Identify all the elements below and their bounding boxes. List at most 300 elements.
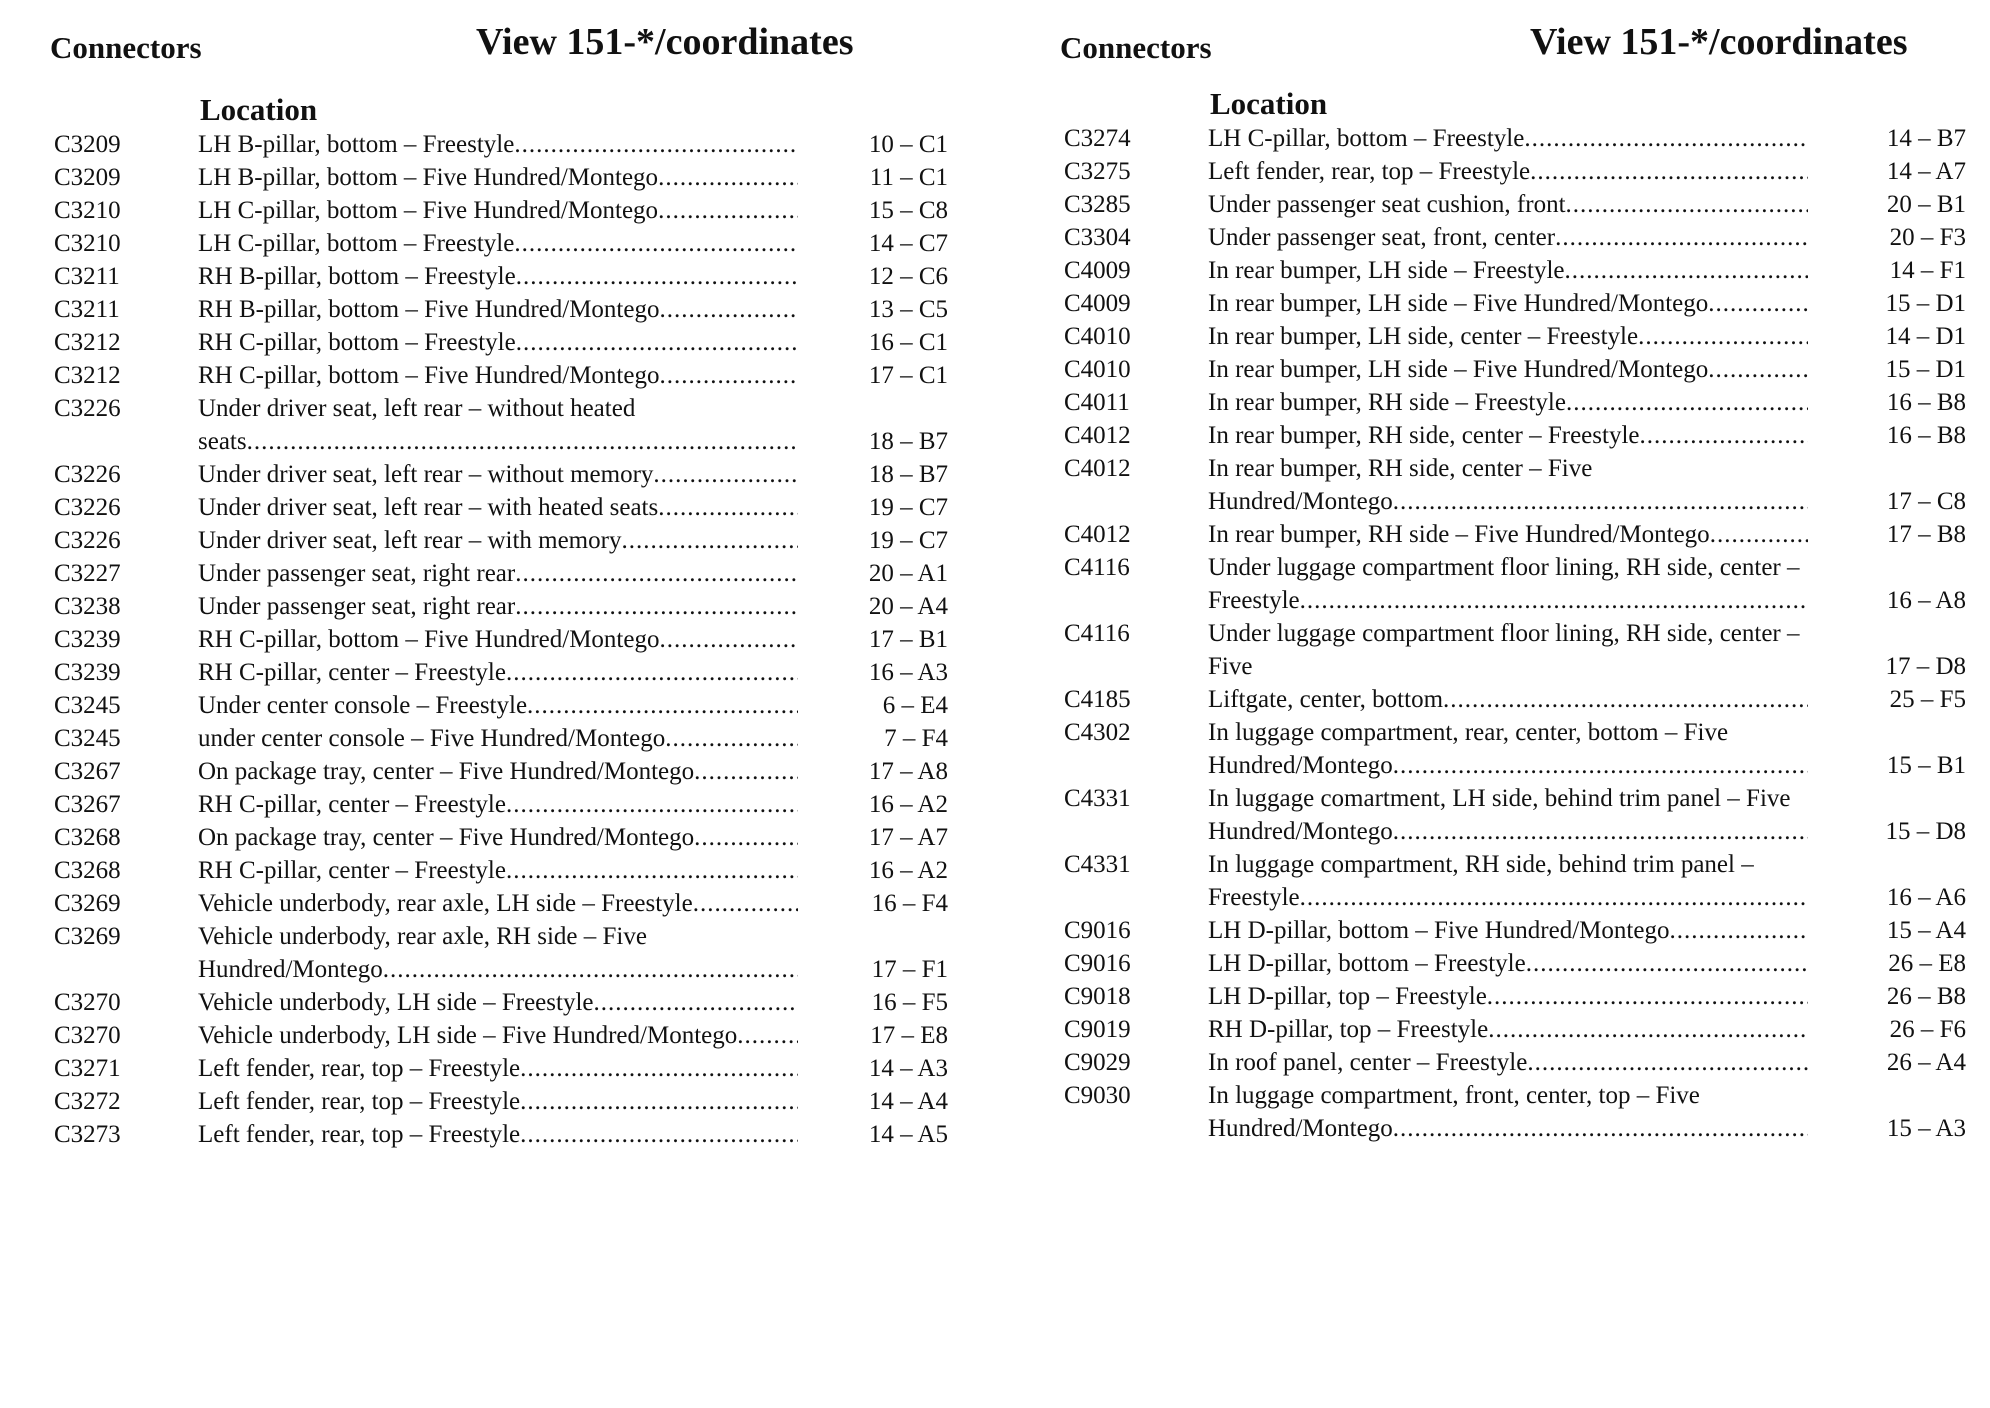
connector-id: C3238 (54, 593, 121, 620)
dot-leader (658, 161, 798, 194)
location-text: LH D-pillar, bottom – Five Hundred/Montego (1208, 917, 1670, 944)
connector-row (48, 128, 958, 161)
connector-location (198, 524, 798, 557)
connector-row (1058, 419, 1978, 452)
view-coordinate: 17 – C8 (1886, 488, 1966, 515)
connector-id: C3274 (1064, 125, 1131, 152)
location-text: LH C-pillar, bottom – Freestyle (198, 230, 515, 257)
connector-row (48, 887, 958, 920)
connector-row (48, 161, 958, 194)
connector-id: C3245 (54, 725, 121, 752)
connector-id: C3211 (54, 263, 120, 290)
dot-leader (1393, 488, 1808, 515)
connector-location (198, 293, 798, 326)
dot-leader (658, 194, 798, 227)
connector-id: C3212 (54, 329, 121, 356)
location-text: RH C-pillar, bottom – Five Hundred/Montego (198, 626, 660, 653)
connector-id: C9030 (1064, 1082, 1131, 1109)
connector-location (1208, 551, 1808, 617)
dot-leader (1300, 884, 1808, 911)
connector-location (198, 920, 798, 986)
view-coordinate: 6 – E4 (882, 692, 948, 719)
connector-id: C4011 (1064, 389, 1130, 416)
location-text: Under driver seat, left rear – without memory (198, 461, 654, 488)
connector-location (198, 1118, 798, 1151)
connector-row (1058, 1079, 1978, 1145)
dot-leader (693, 887, 798, 920)
connector-row (1058, 551, 1978, 617)
dot-leader (515, 590, 798, 623)
location-text: In rear bumper, LH side – Five Hundred/Montego (1208, 356, 1709, 383)
dot-leader (527, 689, 798, 722)
connector-id: C3239 (54, 659, 121, 686)
connector-location (1208, 287, 1808, 320)
connector-row (48, 986, 958, 1019)
connector-location (198, 227, 798, 260)
dot-leader (1443, 683, 1808, 716)
view-coordinates-heading: View 151-*/coordinates (1530, 21, 1908, 63)
dot-leader (1393, 752, 1808, 779)
dot-leader (1639, 419, 1808, 452)
dot-leader (653, 458, 798, 491)
connector-row (1058, 452, 1978, 518)
location-text: RH C-pillar, center – Freestyle (198, 791, 506, 818)
connector-row (48, 293, 958, 326)
dot-leader (506, 656, 798, 689)
connector-row (1058, 914, 1978, 947)
connector-location (1208, 188, 1808, 221)
dot-leader (737, 1019, 798, 1052)
connector-location (198, 755, 798, 788)
connector-row (1058, 188, 1978, 221)
location-text: LH B-pillar, bottom – Freestyle (198, 131, 515, 158)
connector-id: C4012 (1064, 521, 1131, 548)
connector-row (48, 326, 958, 359)
view-coordinate: 16 – A3 (868, 659, 948, 686)
left-header (48, 0, 958, 92)
location-text: Under driver seat, left rear – with memory (198, 527, 622, 554)
location-text: LH D-pillar, bottom – Freestyle (1208, 950, 1526, 977)
connector-row (1058, 1046, 1978, 1079)
view-coordinate: 15 – D1 (1885, 290, 1966, 317)
connector-location (198, 1052, 798, 1085)
view-coordinate: 15 – D8 (1885, 818, 1966, 845)
connector-location (1208, 122, 1808, 155)
view-coordinate: 17 – B8 (1886, 521, 1966, 548)
connector-row (1058, 221, 1978, 254)
connector-row (48, 788, 958, 821)
dot-leader (1393, 1115, 1808, 1142)
view-coordinate: 18 – B7 (868, 428, 948, 455)
dot-leader (247, 428, 798, 455)
dot-leader (1487, 980, 1808, 1013)
location-heading: Location (200, 92, 318, 127)
location-text: Left fender, rear, top – Freestyle (198, 1055, 521, 1082)
dot-leader (515, 557, 798, 590)
connector-row (48, 722, 958, 755)
location-text: In luggage comartment, LH side, behind trim panel – Five Hundred/Montego (1208, 785, 1791, 845)
connector-location (198, 194, 798, 227)
connector-id: C4010 (1064, 356, 1131, 383)
dot-leader (1524, 122, 1808, 155)
view-coordinate: 7 – F4 (884, 725, 948, 752)
connector-location (198, 986, 798, 1019)
connector-location (1208, 716, 1808, 782)
dot-leader (1565, 254, 1808, 287)
connector-row (1058, 518, 1978, 551)
dot-leader (1669, 914, 1808, 947)
connector-id: C3239 (54, 626, 121, 653)
dot-leader (594, 986, 799, 1019)
view-coordinate: 15 – A4 (1886, 917, 1966, 944)
view-coordinate: 14 – A4 (868, 1088, 948, 1115)
connector-id: C3209 (54, 131, 121, 158)
location-text: In rear bumper, RH side – Five Hundred/Montego (1208, 521, 1710, 548)
location-text: Under luggage compartment floor lining, RH side, center – Five (1208, 620, 1800, 680)
dot-leader (516, 326, 798, 359)
dot-leader (1555, 221, 1808, 254)
connector-row (48, 392, 958, 458)
connector-row (1058, 683, 1978, 716)
view-coordinate: 26 – F6 (1889, 1016, 1966, 1043)
connector-location (1208, 353, 1808, 386)
connector-id: C3268 (54, 824, 121, 851)
connector-row (48, 524, 958, 557)
view-coordinate: 16 – B8 (1886, 422, 1966, 449)
connector-id: C3285 (1064, 191, 1131, 218)
connector-id: C3227 (54, 560, 121, 587)
connector-row (1058, 122, 1978, 155)
connector-location (198, 1085, 798, 1118)
connector-id: C9029 (1064, 1049, 1131, 1076)
location-text: In luggage compartment, rear, center, bottom – Five Hundred/Montego (1208, 719, 1729, 779)
connector-location (198, 491, 798, 524)
connector-row (1058, 386, 1978, 419)
connector-row (48, 1019, 958, 1052)
connector-id: C3212 (54, 362, 121, 389)
connector-id: C3209 (54, 164, 121, 191)
connector-row (48, 590, 958, 623)
view-coordinate: 14 – A7 (1886, 158, 1966, 185)
connector-id: C3304 (1064, 224, 1131, 251)
location-text: LH B-pillar, bottom – Five Hundred/Montego (198, 164, 659, 191)
connector-row (1058, 254, 1978, 287)
view-coordinate: 16 – A8 (1886, 587, 1966, 614)
dot-leader (659, 623, 798, 656)
connector-location (1208, 155, 1808, 188)
view-coordinate: 14 – B7 (1886, 125, 1966, 152)
dot-leader (516, 260, 798, 293)
view-coordinate: 20 – F3 (1889, 224, 1966, 251)
connector-row (1058, 848, 1978, 914)
view-coordinate: 26 – B8 (1886, 983, 1966, 1010)
connector-location (198, 887, 798, 920)
connector-id: C3268 (54, 857, 121, 884)
view-coordinate: 10 – C1 (868, 131, 948, 158)
connector-row (48, 458, 958, 491)
connector-id: C9016 (1064, 950, 1131, 977)
connector-id: C4012 (1064, 422, 1131, 449)
connector-row (48, 227, 958, 260)
connector-id: C3210 (54, 230, 121, 257)
dot-leader (1566, 188, 1808, 221)
location-text: Under passenger seat, right rear (198, 560, 516, 587)
dot-leader (1708, 353, 1808, 386)
location-text: RH B-pillar, bottom – Freestyle (198, 263, 516, 290)
location-text: In luggage compartment, RH side, behind trim panel – Freestyle (1208, 851, 1754, 911)
connector-row (1058, 353, 1978, 386)
connector-location (1208, 1079, 1808, 1145)
connector-id: C4012 (1064, 455, 1131, 482)
location-heading: Location (1210, 86, 1328, 121)
connector-id: C9016 (1064, 917, 1131, 944)
view-coordinate: 17 – F1 (871, 956, 948, 983)
location-text: In rear bumper, RH side, center – Freestyle (1208, 422, 1640, 449)
connector-id: C3271 (54, 1055, 121, 1082)
view-coordinate: 11 – C1 (869, 164, 948, 191)
right-column (1058, 0, 1978, 1145)
view-coordinate: 18 – B7 (868, 461, 948, 488)
connector-id: C3269 (54, 890, 121, 917)
dot-leader (506, 854, 798, 887)
connector-location (1208, 221, 1808, 254)
location-text: Vehicle underbody, rear axle, RH side – Five Hundred/Montego (198, 923, 647, 983)
left-column (48, 0, 958, 1151)
connector-row (1058, 782, 1978, 848)
dot-leader (506, 788, 798, 821)
connector-id: C4009 (1064, 290, 1131, 317)
connector-location (198, 260, 798, 293)
dot-leader (1526, 947, 1808, 980)
connector-id: C4185 (1064, 686, 1131, 713)
connector-id: C3226 (54, 527, 121, 554)
location-text: On package tray, center – Five Hundred/Montego (198, 824, 695, 851)
connector-location (1208, 914, 1808, 947)
connector-id: C3269 (54, 923, 121, 950)
connector-location (1208, 452, 1808, 518)
view-coordinate: 13 – C5 (868, 296, 948, 323)
location-text: Left fender, rear, top – Freestyle (198, 1121, 521, 1148)
connector-location (1208, 683, 1808, 716)
dot-leader (520, 1085, 798, 1118)
location-text: Under driver seat, left rear – with heated seats (198, 494, 659, 521)
location-text: Left fender, rear, top – Freestyle (1208, 158, 1531, 185)
connector-location (1208, 518, 1808, 551)
view-coordinate: 20 – A1 (868, 560, 948, 587)
dot-leader (520, 1052, 798, 1085)
dot-leader (514, 128, 798, 161)
view-coordinate: 14 – A3 (868, 1055, 948, 1082)
location-text: RH C-pillar, bottom – Freestyle (198, 329, 516, 356)
view-coordinate: 17 – E8 (870, 1022, 948, 1049)
connector-id: C4116 (1064, 620, 1130, 647)
view-coordinate: 16 – A2 (868, 857, 948, 884)
view-coordinate: 15 – A3 (1886, 1115, 1966, 1142)
view-coordinate: 15 – C8 (868, 197, 948, 224)
connector-id: C3275 (1064, 158, 1131, 185)
view-coordinate: 14 – D1 (1885, 323, 1966, 350)
location-text: RH C-pillar, bottom – Five Hundred/Montego (198, 362, 660, 389)
location-text: In rear bumper, RH side, center – Five Hundred/Montego (1208, 455, 1593, 515)
connector-row (48, 359, 958, 392)
view-coordinate: 14 – F1 (1889, 257, 1966, 284)
connector-location (198, 392, 798, 458)
connector-row (1058, 980, 1978, 1013)
connector-id: C4331 (1064, 785, 1131, 812)
dot-leader (665, 722, 798, 755)
dot-leader (1566, 386, 1808, 419)
dot-leader (1393, 818, 1808, 845)
view-coordinate: 15 – D1 (1885, 356, 1966, 383)
location-text: Under driver seat, left rear – without heated seats (198, 395, 636, 455)
location-text: Under passenger seat, right rear (198, 593, 516, 620)
view-coordinate: 16 – A2 (868, 791, 948, 818)
connector-location (1208, 947, 1808, 980)
connector-location (1208, 419, 1808, 452)
connector-row (48, 623, 958, 656)
connector-id: C4010 (1064, 323, 1131, 350)
connector-location (198, 722, 798, 755)
view-coordinate: 17 – C1 (868, 362, 948, 389)
view-coordinate: 19 – C7 (868, 527, 948, 554)
view-coordinate: 15 – B1 (1886, 752, 1966, 779)
connectors-heading: Connectors (50, 30, 202, 65)
connector-location (198, 689, 798, 722)
view-coordinates-heading: View 151-*/coordinates (476, 21, 854, 63)
connector-id: C4116 (1064, 554, 1130, 581)
connector-location (198, 788, 798, 821)
connector-id: C3270 (54, 989, 121, 1016)
connector-location (1208, 980, 1808, 1013)
view-coordinate: 16 – C1 (868, 329, 948, 356)
right-header (1058, 0, 1978, 92)
location-text: In rear bumper, LH side, center – Freestyle (1208, 323, 1639, 350)
dot-leader (659, 293, 798, 326)
connector-id: C4302 (1064, 719, 1131, 746)
location-text: In rear bumper, RH side – Freestyle (1208, 389, 1566, 416)
dot-leader (520, 1118, 798, 1151)
connector-location (1208, 1013, 1808, 1046)
connector-id: C3272 (54, 1088, 121, 1115)
view-coordinate: 16 – A6 (1886, 884, 1966, 911)
connector-location (198, 161, 798, 194)
connector-location (1208, 386, 1808, 419)
dot-leader (1530, 155, 1808, 188)
view-coordinate: 16 – F4 (871, 890, 948, 917)
location-text: RH D-pillar, top – Freestyle (1208, 1016, 1489, 1043)
connector-id: C3267 (54, 791, 121, 818)
connector-row (1058, 320, 1978, 353)
view-coordinate: 26 – A4 (1886, 1049, 1966, 1076)
dot-leader (1527, 1046, 1808, 1079)
view-coordinate: 17 – D8 (1885, 653, 1966, 680)
connector-row (48, 1052, 958, 1085)
connector-row (48, 755, 958, 788)
connector-id: C9018 (1064, 983, 1131, 1010)
connector-id: C9019 (1064, 1016, 1131, 1043)
dot-leader (1708, 287, 1808, 320)
connector-location (198, 821, 798, 854)
connector-row (48, 491, 958, 524)
connector-row (48, 821, 958, 854)
connector-row (48, 854, 958, 887)
location-text: Vehicle underbody, LH side – Five Hundred/Montego (198, 1022, 738, 1049)
connector-location (198, 128, 798, 161)
location-text: Under center console – Freestyle (198, 692, 528, 719)
view-coordinate: 25 – F5 (1889, 686, 1966, 713)
connector-location (198, 590, 798, 623)
connector-row (48, 920, 958, 986)
view-coordinate: 16 – B8 (1886, 389, 1966, 416)
connector-id: C3226 (54, 395, 121, 422)
connector-location (1208, 254, 1808, 287)
location-text: In luggage compartment, front, center, top – Five Hundred/Montego (1208, 1082, 1700, 1142)
connector-row (48, 194, 958, 227)
connector-location (198, 656, 798, 689)
view-coordinate: 17 – A7 (868, 824, 948, 851)
dot-leader (514, 227, 798, 260)
view-coordinate: 20 – B1 (1886, 191, 1966, 218)
connector-id: C3267 (54, 758, 121, 785)
connector-id: C3226 (54, 461, 121, 488)
connector-id: C3226 (54, 494, 121, 521)
connector-row (48, 260, 958, 293)
dot-leader (1638, 320, 1808, 353)
location-text: On package tray, center – Five Hundred/Montego (198, 758, 695, 785)
dot-leader (1710, 518, 1808, 551)
connector-id: C3211 (54, 296, 120, 323)
connector-id: C4009 (1064, 257, 1131, 284)
view-coordinate: 17 – B1 (868, 626, 948, 653)
right-connector-table (1058, 122, 1978, 1145)
connector-location (198, 359, 798, 392)
connectors-heading: Connectors (1060, 30, 1212, 65)
location-text: In rear bumper, LH side – Five Hundred/Montego (1208, 290, 1709, 317)
connector-row (1058, 155, 1978, 188)
location-text: Under passenger seat cushion, front (1208, 191, 1566, 218)
connector-location (198, 1019, 798, 1052)
location-text: RH C-pillar, center – Freestyle (198, 857, 506, 884)
location-text: Under passenger seat, front, center (1208, 224, 1556, 251)
connector-id: C3273 (54, 1121, 121, 1148)
location-text: LH C-pillar, bottom – Freestyle (1208, 125, 1525, 152)
location-text: LH C-pillar, bottom – Five Hundred/Montego (198, 197, 659, 224)
connector-location (1208, 848, 1808, 914)
connector-row (1058, 617, 1978, 683)
connector-location (198, 854, 798, 887)
left-connector-table (48, 128, 958, 1151)
location-text: under center console – Five Hundred/Montego (198, 725, 666, 752)
connector-location (198, 623, 798, 656)
location-text: RH B-pillar, bottom – Five Hundred/Montego (198, 296, 660, 323)
location-text: In roof panel, center – Freestyle (1208, 1049, 1528, 1076)
connector-location (198, 458, 798, 491)
connector-location (1208, 782, 1808, 848)
location-text: Liftgate, center, bottom (1208, 686, 1444, 713)
location-text: Vehicle underbody, rear axle, LH side – Freestyle (198, 890, 693, 917)
view-coordinate: 17 – A8 (868, 758, 948, 785)
view-coordinate: 12 – C6 (868, 263, 948, 290)
view-coordinate: 19 – C7 (868, 494, 948, 521)
location-text: Under luggage compartment floor lining, RH side, center – Freestyle (1208, 554, 1800, 614)
dot-leader (694, 755, 798, 788)
dot-leader (1488, 1013, 1808, 1046)
dot-leader (659, 359, 798, 392)
view-coordinate: 14 – C7 (868, 230, 948, 257)
connector-row (48, 557, 958, 590)
view-coordinate: 26 – E8 (1888, 950, 1966, 977)
connector-location (1208, 1046, 1808, 1079)
